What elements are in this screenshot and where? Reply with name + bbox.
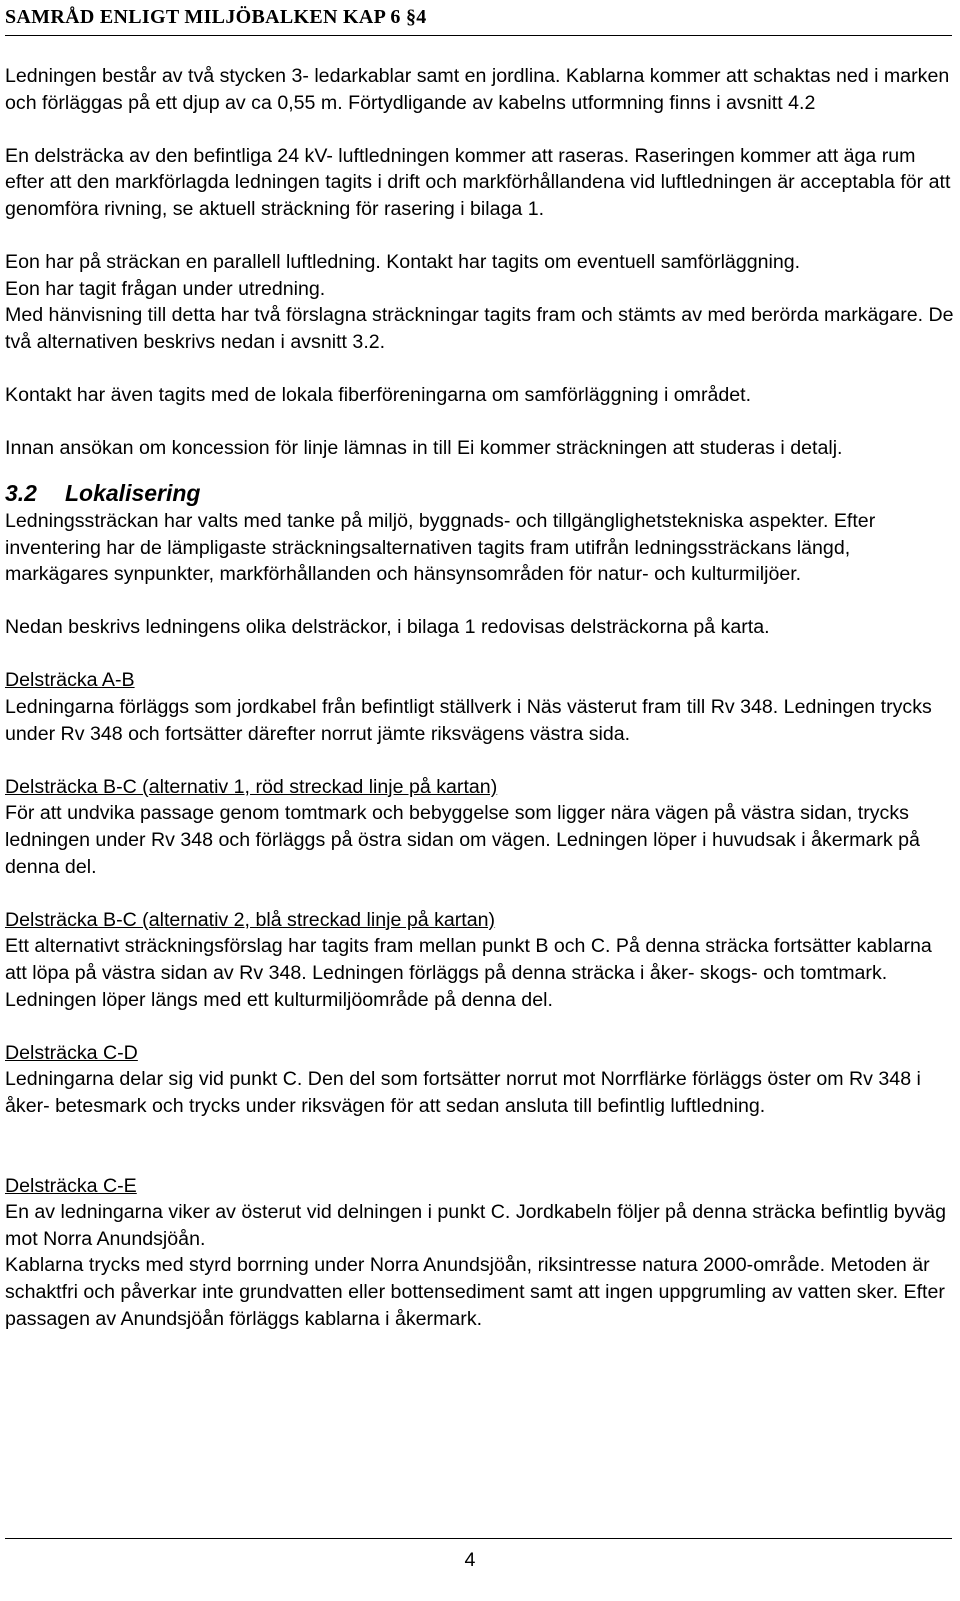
segment-title: Delsträcka C-D — [5, 1041, 138, 1064]
footer-divider — [5, 1538, 952, 1539]
document-header: SAMRÅD ENLIGT MILJÖBALKEN KAP 6 §4 — [5, 6, 427, 28]
document-body — [5, 63, 955, 1332]
segment-a-b — [5, 667, 955, 747]
page-number: 4 — [464, 1549, 476, 1571]
paragraph-segments-intro: Nedan beskrivs ledningens olika delsträckor, i bilaga 1 redovisas delsträckorna på karta. — [5, 616, 770, 639]
segment-b-c-alt1 — [5, 774, 955, 880]
segment-b-c-alt2 — [5, 907, 955, 1013]
paragraph-eon-contact: Eon har på sträckan en parallell luftledning. Kontakt har tagits om eventuell samförläggning. — [5, 251, 801, 274]
segment-text: För att undvika passage genom tomtmark och bebyggelse som ligger nära vägen på västra sidan, trycks ledningen under Rv 348 och förläggs på östra sidan om vägen. Ledningen löper i huvudsak i åkermark på denna del. — [5, 802, 920, 878]
segment-text: Ledningarna delar sig vid punkt C. Den del som fortsätter norrut mot Norrflärke förläggs öster om Rv 348 i åker- betesmark och trycks under riksvägen för att sedan ansluta till befintlig luftledning. — [5, 1068, 921, 1117]
paragraph-fiber-contact: Kontakt har även tagits med de lokala fiberföreningarna om samförläggning i området. — [5, 384, 752, 407]
segment-text: Ledningarna förläggs som jordkabel från befintligt ställverk i Näs västerut fram till Rv 348. Ledningen trycks under Rv 348 och fortsätter därefter norrut jämte riksvägens västra sida. — [5, 696, 932, 745]
section-heading — [5, 478, 955, 508]
segment-title: Delsträcka C-E — [5, 1174, 137, 1197]
paragraph-localisation: Ledningssträckan har valts med tanke på miljö, byggnads- och tillgänglighetstekniska aspekter. Efter inventering har de lämpligaste sträckningsalternativen tagits fram utifrån ledningssträckans längd, markägares synpunkter, markförhållanden och hänsynsområden för natur- och kulturmiljöer. — [5, 509, 876, 586]
paragraph-cable-description: Ledningen består av två stycken 3- ledarkablar samt en jordlina. Kablarna kommer att schaktas ned i marken och förläggas på ett djup av ca 0,55 m. Förtydligande av kabelns utformning finns i avsnitt 4.2 — [5, 65, 950, 114]
section-number: 3.2 — [5, 479, 37, 506]
paragraph-alternatives: Med hänvisning till detta har två förslagna sträckningar tagits fram och stämts av med berörda markägare. De två alternativen beskrivs nedan i avsnitt 3.2. — [5, 304, 954, 353]
segment-c-e-drilling: Kablarna trycks med styrd borrning under Norra Anundsjöån, riksintresse natura 2000-område. Metoden är schaktfri och påverkar inte grundvatten eller bottensediment samt att ingen uppgrumling av vatten sker. Efter passagen av Anundsjöån förläggs kablarna i åkermark. — [5, 1254, 945, 1330]
segment-text: Ett alternativt sträckningsförslag har tagits fram mellan punkt B och C. På denna sträcka fortsätter kablarna att löpa på västra sidan av Rv 348. Ledningen förläggs på denna sträcka i åker- skogs- och tomtmark. Ledningen löper längs med ett kulturmiljöområde på denna del. — [5, 935, 932, 1011]
paragraph-dismantling: En delsträcka av den befintliga 24 kV- luftledningen kommer att raseras. Raseringen kommer att äga rum efter att den markförlagda ledningen tagits i drift och markförhållandena vid luftledningen är acceptabla för att genomföra rivning, se aktuell sträckning för rasering i bilaga 1. — [5, 144, 951, 220]
segment-c-d — [5, 1040, 955, 1120]
segment-title: Delsträcka A-B — [5, 669, 135, 692]
segment-text: En av ledningarna viker av österut vid delningen i punkt C. Jordkabeln följer på denna sträcka befintlig byväg mot Norra Anundsjöån. — [5, 1201, 947, 1250]
header-divider — [5, 35, 952, 36]
paragraph-eon-investigation: Eon har tagit frågan under utredning. — [5, 277, 326, 300]
section-title: Lokalisering — [65, 479, 201, 506]
segment-c-e — [5, 1173, 955, 1253]
paragraph-concession: Innan ansökan om koncession för linje lämnas in till Ei kommer sträckningen att studeras i detalj. — [5, 437, 843, 460]
segment-title: Delsträcka B-C (alternativ 2, blå streckad linje på kartan) — [5, 908, 496, 931]
segment-title: Delsträcka B-C (alternativ 1, röd streckad linje på kartan) — [5, 775, 498, 798]
